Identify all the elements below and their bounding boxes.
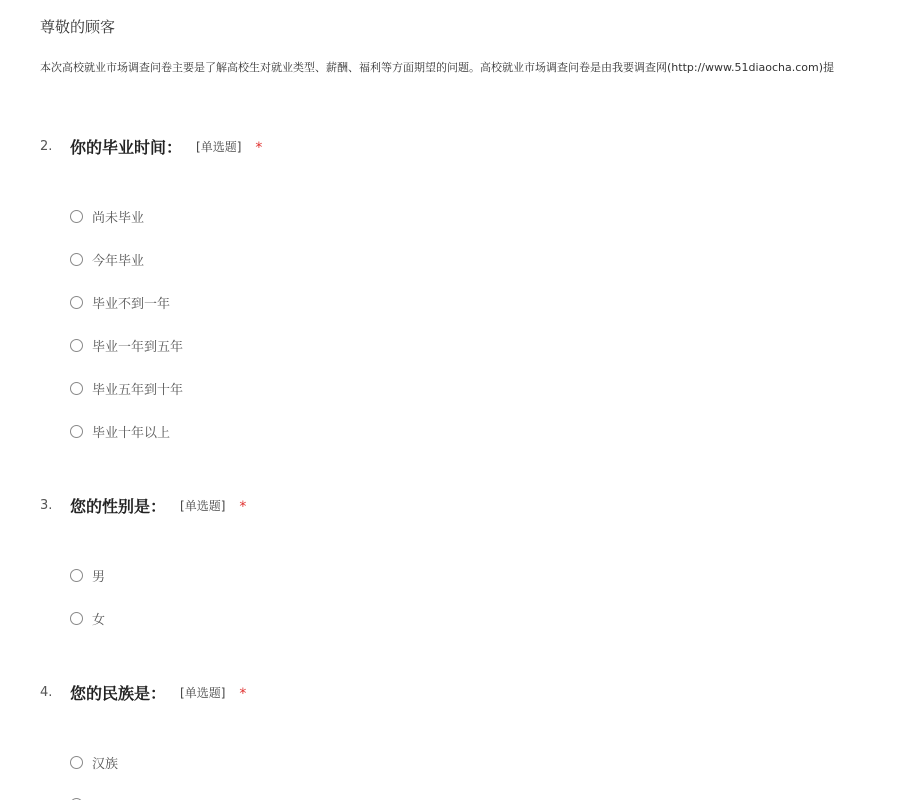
option-under-one-year[interactable] bbox=[70, 291, 170, 313]
option-label: 毕业五年到十年 bbox=[92, 382, 184, 398]
question-type-tag: [单选题] bbox=[180, 499, 226, 513]
option-label: 毕业不到一年 bbox=[92, 296, 171, 312]
required-marker: * bbox=[239, 499, 247, 515]
option-five-to-ten-years[interactable] bbox=[70, 377, 183, 399]
radio-button[interactable] bbox=[70, 253, 83, 266]
option-label: 毕业一年到五年 bbox=[92, 339, 184, 355]
question-header bbox=[40, 494, 900, 520]
radio-button[interactable] bbox=[70, 612, 83, 625]
question-gender bbox=[40, 494, 900, 628]
survey-intro-text: 本次高校就业市场调查问卷主要是了解高校生对就业类型、薪酬、福利等方面期望的问题。高校就业市场调查问卷是由我要调查网(http://www.51diaocha.com)提 bbox=[40, 61, 835, 74]
question-type-tag: [单选题] bbox=[180, 686, 226, 700]
question-number: 3. bbox=[40, 498, 53, 513]
radio-button[interactable] bbox=[70, 210, 83, 223]
radio-button[interactable] bbox=[70, 339, 83, 352]
question-header bbox=[40, 681, 900, 707]
question-number: 2. bbox=[40, 139, 53, 154]
required-marker: * bbox=[255, 140, 263, 156]
option-this-year[interactable] bbox=[70, 248, 144, 270]
question-title bbox=[70, 494, 246, 517]
option-label: 女 bbox=[92, 612, 106, 628]
option-label: 今年毕业 bbox=[92, 253, 145, 269]
option-label: 尚未毕业 bbox=[92, 210, 145, 226]
option-label: 男 bbox=[92, 569, 106, 585]
option-label: 汉族 bbox=[92, 756, 119, 772]
question-number: 4. bbox=[40, 685, 53, 700]
question-title-text: 您的民族是： bbox=[70, 684, 167, 703]
option-next-partial[interactable] bbox=[70, 793, 92, 800]
question-graduation-time bbox=[40, 135, 900, 441]
radio-button[interactable] bbox=[70, 296, 83, 309]
option-male[interactable] bbox=[70, 564, 105, 586]
option-not-graduated[interactable] bbox=[70, 205, 144, 227]
question-title-text: 您的性别是： bbox=[70, 497, 167, 516]
question-ethnicity bbox=[40, 681, 900, 772]
question-title bbox=[70, 681, 246, 704]
radio-button[interactable] bbox=[70, 425, 83, 438]
required-marker: * bbox=[239, 686, 247, 702]
greeting-heading: 尊敬的顾客 bbox=[40, 18, 116, 36]
radio-button[interactable] bbox=[70, 382, 83, 395]
option-female[interactable] bbox=[70, 607, 105, 629]
radio-button[interactable] bbox=[70, 569, 83, 582]
option-one-to-five-years[interactable] bbox=[70, 334, 183, 356]
option-over-ten-years[interactable] bbox=[70, 420, 170, 442]
question-title-text: 你的毕业时间： bbox=[70, 138, 183, 157]
question-header bbox=[40, 135, 900, 161]
question-title bbox=[70, 135, 262, 158]
option-han[interactable] bbox=[70, 751, 118, 773]
option-label: 毕业十年以上 bbox=[92, 425, 171, 441]
radio-button[interactable] bbox=[70, 756, 83, 769]
question-type-tag: [单选题] bbox=[196, 140, 242, 154]
